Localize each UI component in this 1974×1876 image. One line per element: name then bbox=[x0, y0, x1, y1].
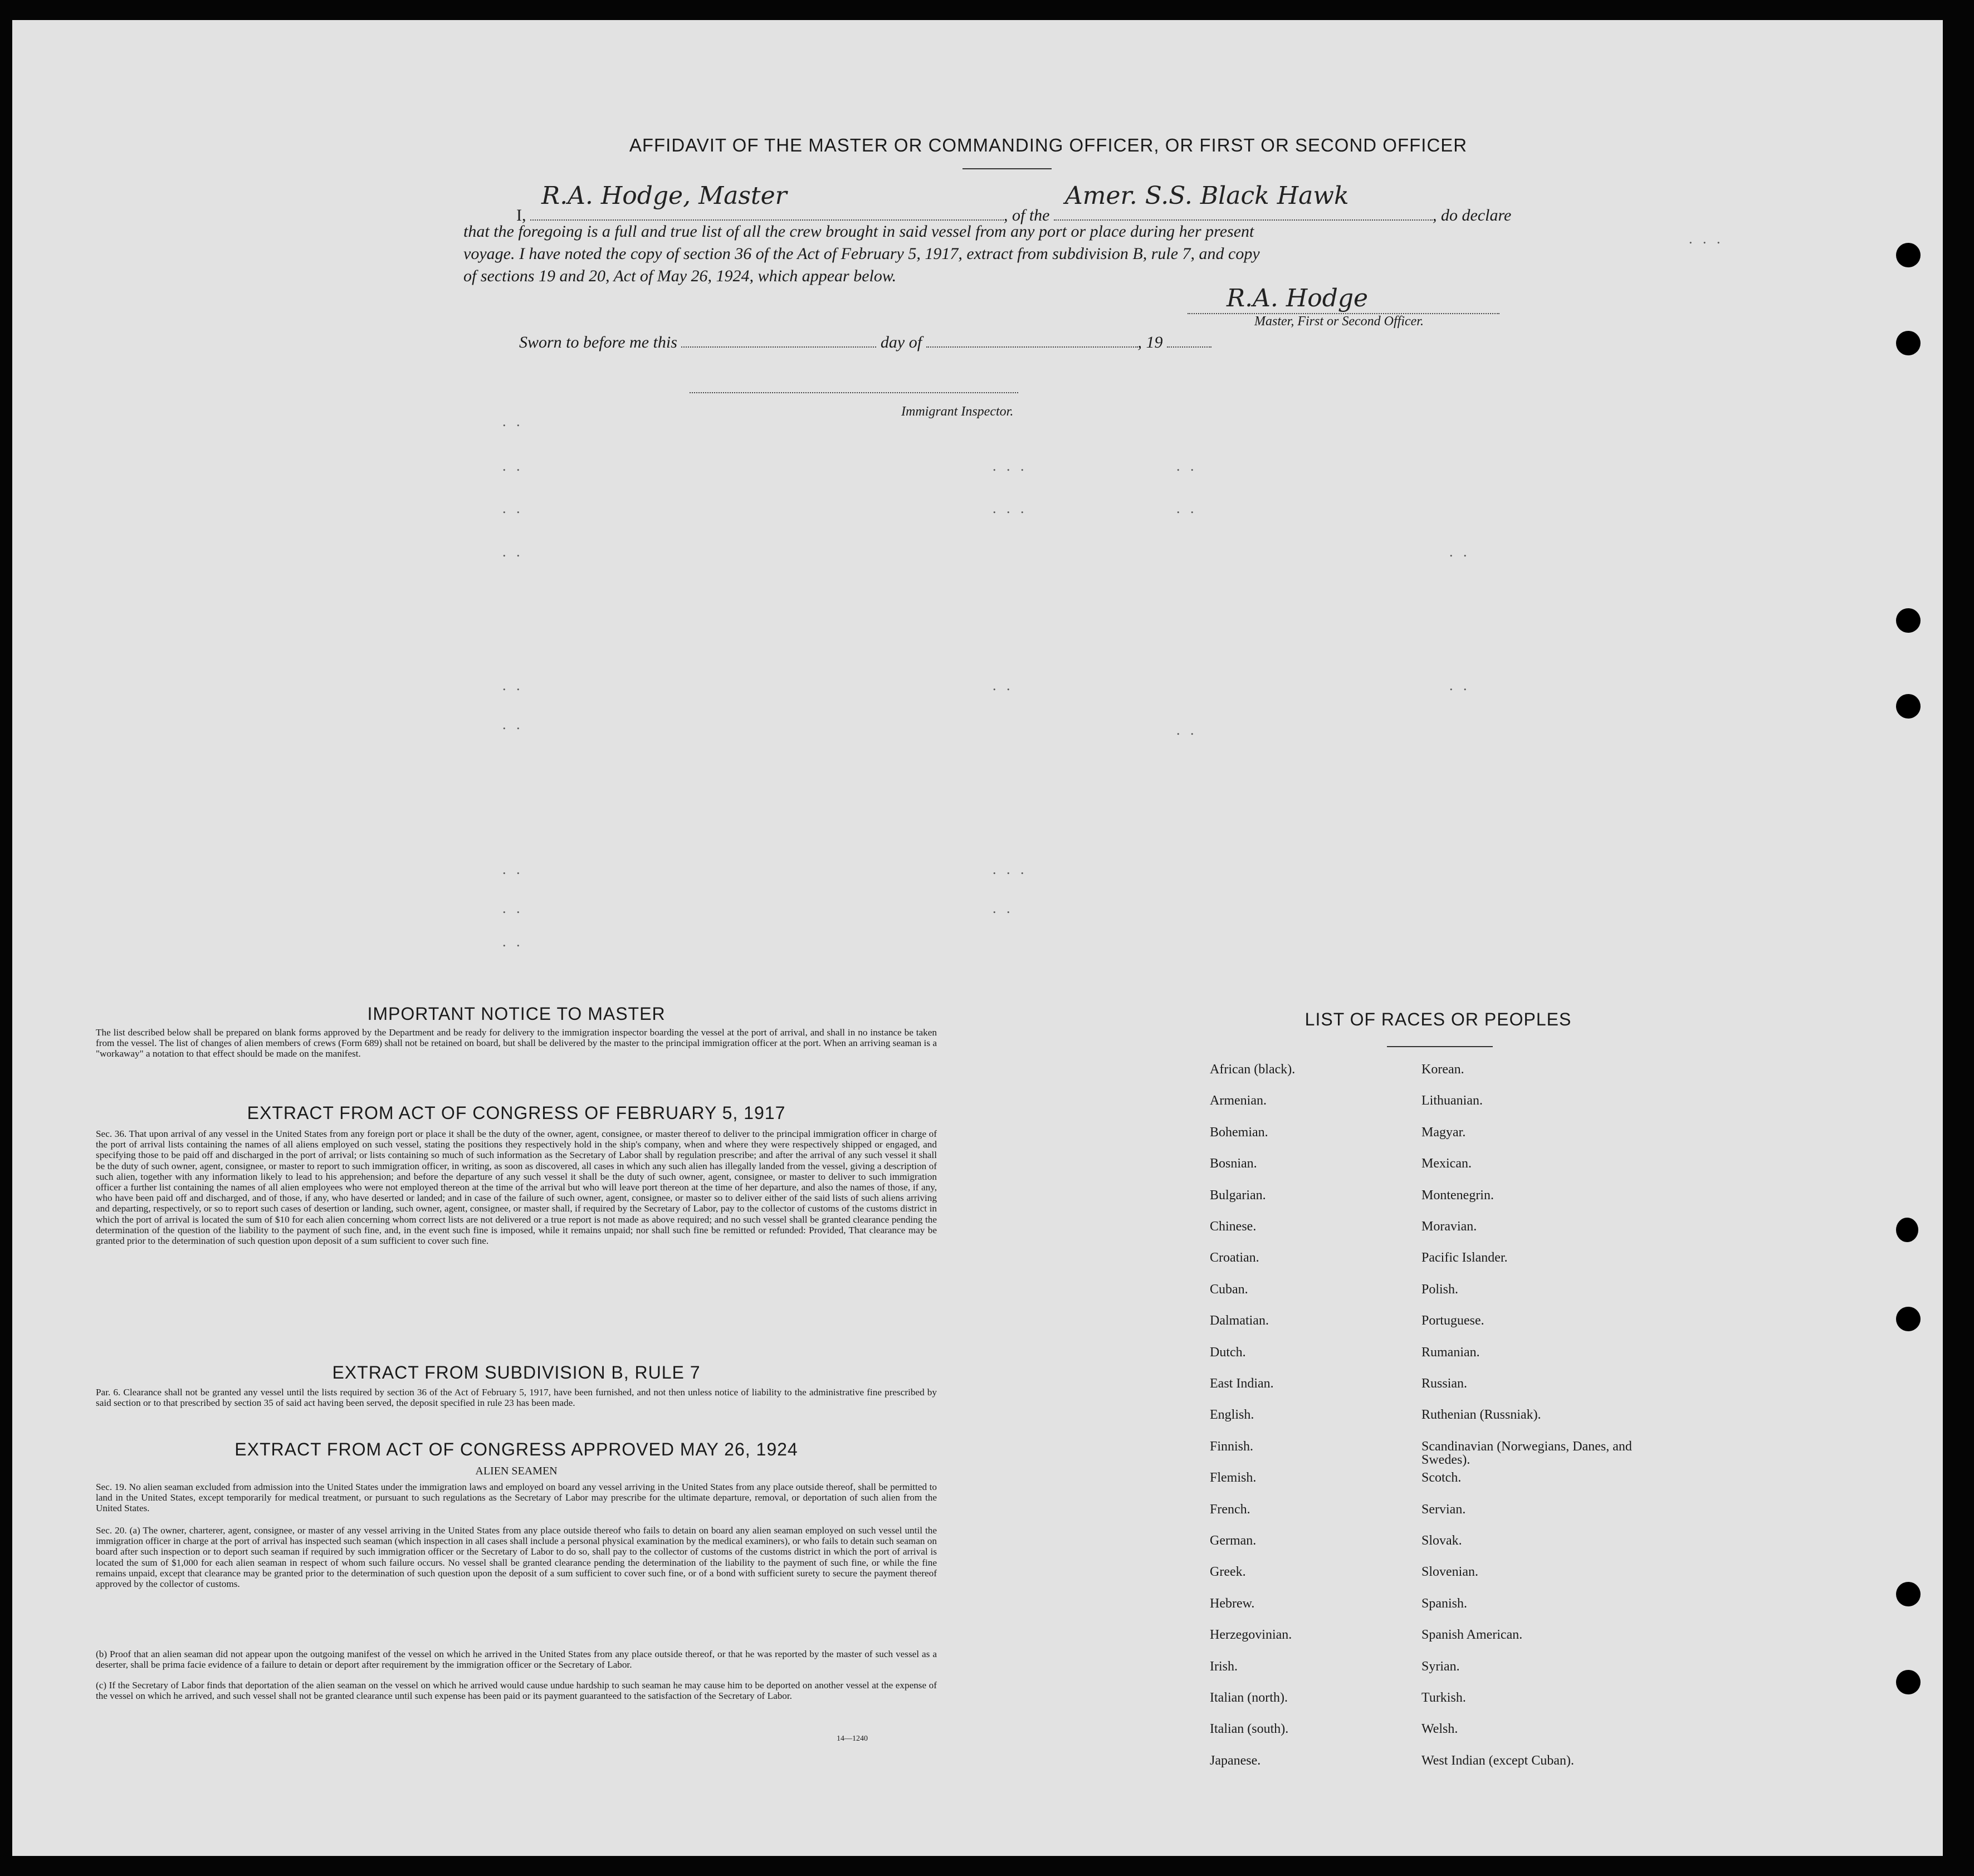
binder-hole bbox=[1896, 694, 1921, 719]
race-item: Welsh. bbox=[1421, 1722, 1458, 1737]
race-item: Japanese. bbox=[1210, 1753, 1261, 1768]
name-field bbox=[530, 182, 1004, 221]
race-item: Flemish. bbox=[1210, 1470, 1257, 1486]
notice-title: IMPORTANT NOTICE TO MASTER bbox=[367, 1004, 666, 1024]
race-item: Slovak. bbox=[1421, 1533, 1462, 1548]
signature-line bbox=[1188, 284, 1499, 314]
ledger-dots: . . . bbox=[1689, 231, 1724, 247]
race-item: Greek. bbox=[1210, 1565, 1246, 1580]
race-item: Russian. bbox=[1421, 1376, 1468, 1391]
ledger-dots: . . bbox=[502, 677, 524, 693]
race-item: Armenian. bbox=[1210, 1093, 1267, 1108]
handwritten-name: R.A. Hodge, Master bbox=[541, 182, 787, 210]
race-item: Dutch. bbox=[1210, 1345, 1246, 1360]
do-declare-label: , do declare bbox=[1433, 206, 1512, 224]
race-item: Servian. bbox=[1421, 1502, 1466, 1517]
ledger-dots: . . bbox=[1176, 458, 1198, 474]
ledger-dots: . . bbox=[1176, 722, 1198, 738]
sworn-month-field bbox=[926, 330, 1138, 348]
ledger-dots: . . bbox=[993, 677, 1014, 693]
ledger-dots: . . bbox=[502, 458, 524, 474]
handwritten-vessel: Amer. S.S. Black Hawk bbox=[1065, 182, 1349, 210]
race-item: East Indian. bbox=[1210, 1376, 1274, 1391]
binder-hole bbox=[1896, 1582, 1921, 1606]
declaration-line-2: that the foregoing is a full and true list of all the crew brought in said vessel from any port or place during her present bbox=[463, 222, 1254, 241]
binder-hole bbox=[1896, 608, 1921, 633]
extract-1924-title: EXTRACT FROM ACT OF CONGRESS APPROVED MAY 26, 1924 bbox=[234, 1439, 798, 1459]
race-item: Croatian. bbox=[1210, 1250, 1259, 1266]
ledger-dots: . . bbox=[502, 500, 524, 516]
ledger-dots: . . bbox=[502, 900, 524, 916]
inspector-caption: Immigrant Inspector. bbox=[901, 404, 1014, 419]
race-item: Syrian. bbox=[1421, 1659, 1460, 1674]
race-item: Herzegovinian. bbox=[1210, 1628, 1292, 1643]
title-divider bbox=[962, 168, 1052, 169]
race-item: Italian (south). bbox=[1210, 1722, 1289, 1737]
race-item: Slovenian. bbox=[1421, 1565, 1478, 1580]
vessel-field bbox=[1054, 182, 1433, 221]
extract-rule7-title: EXTRACT FROM SUBDIVISION B, RULE 7 bbox=[332, 1362, 701, 1382]
ledger-dots: . . bbox=[502, 861, 524, 877]
race-item: Magyar. bbox=[1421, 1125, 1466, 1140]
ledger-dots: . . bbox=[502, 934, 524, 950]
sworn-label: Sworn to before me this bbox=[519, 333, 677, 351]
race-item: French. bbox=[1210, 1502, 1250, 1517]
sworn-year-field bbox=[1167, 330, 1211, 348]
ledger-dots: . . . bbox=[993, 458, 1028, 474]
race-item: Irish. bbox=[1210, 1659, 1238, 1674]
race-item: Montenegrin. bbox=[1421, 1188, 1494, 1203]
ledger-dots: . . . bbox=[993, 500, 1028, 516]
handwritten-signature: R.A. Hodge bbox=[1227, 284, 1369, 312]
of-the-label: , of the bbox=[1004, 206, 1050, 224]
extract-rule7-text: Par. 6. Clearance shall not be granted any vessel until the lists required by section 36 of the Act of February 5, 1917, have been furnished, and not then unless notice of liability to the administrative fine prescribed by said section or to that prescribed by section 35 of said act having been served, the deposit specified in rule 23 has been made. bbox=[96, 1387, 937, 1409]
year-label: , 19 bbox=[1137, 333, 1163, 351]
document-page bbox=[12, 20, 1943, 1856]
race-item: Spanish American. bbox=[1421, 1628, 1523, 1643]
race-item: Ruthenian (Russniak). bbox=[1421, 1408, 1541, 1423]
sworn-line bbox=[519, 330, 1299, 354]
races-divider bbox=[1387, 1046, 1493, 1047]
extract-1917-text: Sec. 36. That upon arrival of any vessel in the United States from any foreign port or place it shall be the duty of the owner, agent, consignee, or master thereof to deliver to the principal immigration officer in charge of the port of arrival lists containing the names of all aliens employed on such vessel, stating the positions they respectively hold in the ship's company, when and where they were respectively shipped or engaged, and specifying those to be paid off and discharged in the port of arrival; or lists containing so much of such information as the Secretary of Labor shall by regulation prescribe; and after the arrival of any such vessel it shall be the duty of such owner, agent, consignee, or master to report to such immigration officer, in writing, as soon as discovered, all cases in which any such alien has illegally landed from the vessel, giving a description of such alien, together with any information likely to lead to his apprehension; and before the departure of any such vessel it shall be the duty of such owner, agent, consignee, or master to deliver to such immigration officer a further list containing the names of all alien employees who were not employed thereon at the time of the arrival but who will leave port thereon at the time of her departure, and also the names of those, if any, who have been paid off and discharged, and of those, if any, who have deserted or landed; and in case of the failure of such owner, agent, consignee, or master so to deliver either of the said lists of such aliens arriving and departing, respectively, or so to report such cases of desertion or landing, such owner, agent, consignee, or master shall, if required by the Secretary of Labor, pay to the collector of customs of the customs district in which the port of arrival is located the sum of $10 for each alien concerning whom correct lists are not delivered or a true report is not made as above required; and no such vessel shall be granted clearance pending the determination of the question of the liability to the payment of such fine, and, in the event such fine is imposed, while it remains unpaid; nor shall such fine be remitted or refunded: Provided, That clearance may be granted prior to the determination of such question upon deposit of a sum sufficient to cover such fine. bbox=[96, 1128, 937, 1247]
race-item: Rumanian. bbox=[1421, 1345, 1480, 1360]
ledger-dots: . . bbox=[993, 900, 1014, 916]
race-item: Chinese. bbox=[1210, 1219, 1257, 1234]
race-item: Italian (north). bbox=[1210, 1691, 1288, 1705]
race-item: Bulgarian. bbox=[1210, 1188, 1266, 1203]
affidavit-title: AFFIDAVIT OF THE MASTER OR COMMANDING OFFICER, OR FIRST OR SECOND OFFICER bbox=[629, 135, 1468, 155]
race-item: Finnish. bbox=[1210, 1439, 1254, 1454]
race-item: African (black). bbox=[1210, 1062, 1296, 1077]
race-item: German. bbox=[1210, 1533, 1257, 1548]
race-item: Polish. bbox=[1421, 1282, 1459, 1297]
races-title: LIST OF RACES OR PEOPLES bbox=[1304, 1009, 1572, 1029]
ledger-dots: . . . bbox=[993, 861, 1028, 877]
race-item: Hebrew. bbox=[1210, 1596, 1255, 1611]
race-item: Dalmatian. bbox=[1210, 1313, 1269, 1328]
binder-hole bbox=[1896, 1307, 1921, 1331]
race-item: Bohemian. bbox=[1210, 1125, 1268, 1140]
extract-1924-subtitle: ALIEN SEAMEN bbox=[475, 1465, 558, 1477]
sworn-day-field bbox=[681, 330, 876, 348]
race-item: Mexican. bbox=[1421, 1156, 1472, 1171]
race-item: Spanish. bbox=[1421, 1596, 1468, 1611]
binder-hole bbox=[1896, 243, 1921, 267]
ledger-dots: . . bbox=[502, 716, 524, 732]
race-item: Bosnian. bbox=[1210, 1156, 1257, 1171]
inspector-signature-line bbox=[690, 392, 1018, 393]
extract-1924-sec20b: (b) Proof that an alien seaman did not appear upon the outgoing manifest of the vessel on which he arrived in the United States from any place outside thereof, or that he was reported by the master of such vessel as a deserter, shall be prima facie evidence of a failure to detain or deport after requirement by the immigration officer or the Secretary of Labor. bbox=[96, 1649, 937, 1670]
ledger-dots: . . bbox=[1176, 500, 1198, 516]
extract-1924-sec20c: (c) If the Secretary of Labor finds that deportation of the alien seaman on the vessel on which he arrived would cause undue hardship to such seaman he may cause him to be deported on another vessel at the expense of the vessel on which he arrived, and such vessel shall not be granted clearance until such expense has been paid or its payment guaranteed to the satisfaction of the Secretary of Labor. bbox=[96, 1680, 937, 1702]
race-item: Lithuanian. bbox=[1421, 1093, 1483, 1108]
ledger-dots: . . bbox=[502, 413, 524, 429]
race-item: Moravian. bbox=[1421, 1219, 1477, 1234]
binder-hole bbox=[1896, 1670, 1921, 1694]
race-item: West Indian (except Cuban). bbox=[1421, 1753, 1574, 1768]
declaration-line-4: of sections 19 and 20, Act of May 26, 1924, which appear below. bbox=[463, 267, 897, 285]
race-item: Scandinavian (Norwegians, Danes, and Swedes). bbox=[1421, 1439, 1632, 1467]
declaration-line-3: voyage. I have noted the copy of section 36 of the Act of February 5, 1917, extract from subdivision B, rule 7, and copy bbox=[463, 245, 1260, 263]
extract-1924-sec19: Sec. 19. No alien seaman excluded from admission into the United States under the immigration laws and employed on board any vessel arriving in the United States from any place outside thereof, shall be permitted to land in the United States, except temporarily for medical treatment, or pursuant to such regulations as the Secretary of Labor may prescribe for the ultimate departure, removal, or deportation of such alien from the United States. bbox=[96, 1482, 937, 1514]
race-item: Pacific Islander. bbox=[1421, 1250, 1508, 1266]
ledger-dots: . . bbox=[1449, 677, 1470, 693]
extract-1917-title: EXTRACT FROM ACT OF CONGRESS OF FEBRUARY 5, 1917 bbox=[247, 1103, 786, 1123]
signature-caption: Master, First or Second Officer. bbox=[1254, 314, 1424, 329]
race-item: Scotch. bbox=[1421, 1470, 1462, 1486]
binder-hole bbox=[1896, 331, 1921, 355]
i-label: I, bbox=[516, 206, 526, 224]
race-item: English. bbox=[1210, 1408, 1254, 1423]
extract-1924-sec20a: Sec. 20. (a) The owner, charterer, agent, consignee, or master of any vessel arriving in the United States from any place outside thereof who fails to detain on board any alien seaman employed on such vessel until the immigration officer in charge at the port of arrival has inspected such seaman (which inspection in all cases shall include a personal physical examination by the medical examiners), or who fails to detain such seaman on board after such inspection or to deport such seaman if required by such immigration officer or the Secretary of Labor to do so, shall pay to the collector of customs of the customs district in which the port of arrival is located the sum of $1,000 for each alien seaman in respect of whom such failure occurs. No vessel shall be granted clearance pending the determination of the liability to the payment of such fine, or while the fine remains unpaid, except that clearance may be granted prior to the determination of such question upon the deposit of a sum sufficient to cover such fine, or of a bond with sufficient surety to secure the payment thereof approved by the collector of customs. bbox=[96, 1525, 937, 1590]
day-of-label: day of bbox=[880, 333, 922, 351]
ledger-dots: . . bbox=[1449, 544, 1470, 560]
race-item: Portuguese. bbox=[1421, 1313, 1484, 1328]
binder-hole bbox=[1896, 1218, 1918, 1242]
race-item: Turkish. bbox=[1421, 1691, 1466, 1705]
race-item: Korean. bbox=[1421, 1062, 1464, 1077]
ledger-dots: . . bbox=[502, 544, 524, 560]
race-item: Cuban. bbox=[1210, 1282, 1248, 1297]
notice-text: The list described below shall be prepared on blank forms approved by the Department and be ready for delivery to the immigration inspector boarding the vessel at the port of arrival, and shall in no instance be taken from the vessel. The list of changes of alien members of crews (Form 689) shall not be retained on board, but shall be delivered by the master to the principal immigration officer at the port. When an arriving seaman is a "workaway" a notation to that effect should be made on the manifest. bbox=[96, 1027, 937, 1059]
form-number: 14—1240 bbox=[837, 1735, 868, 1743]
